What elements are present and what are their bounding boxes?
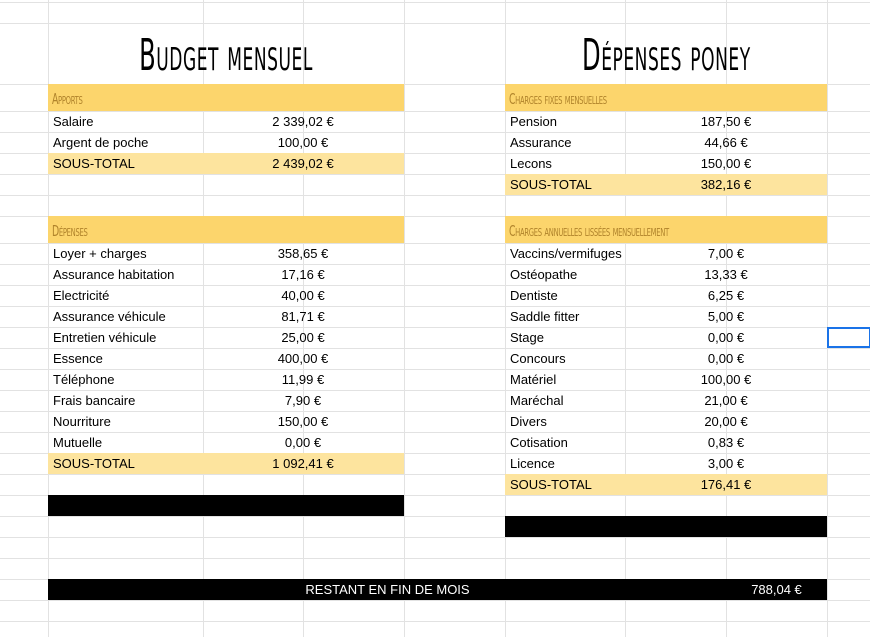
budget-title: [48, 23, 404, 84]
table-row-label: Assurance habitation: [53, 267, 175, 282]
table-row-value: 100,00 €: [700, 372, 752, 387]
left-apports-header[interactable]: [48, 84, 404, 111]
left-depenses-subtotal-value: 1 092,41 €: [272, 456, 334, 471]
total-restant-row-label: TOTAL RESTANT: [53, 498, 157, 513]
table-row-value: 2 339,02 €: [272, 114, 334, 129]
total-poney-row-value: 558,57 €: [700, 519, 752, 534]
table-row-label: Nourriture: [53, 414, 111, 429]
table-row-value: 44,66 €: [704, 135, 748, 150]
table-row-label: Téléphone: [53, 372, 115, 387]
table-row-label: Assurance: [510, 135, 572, 150]
budget-title-text: Budget mensuel: [139, 30, 313, 81]
table-row-label: Ostéopathe: [510, 267, 578, 282]
left-apports-subtotal-value: 2 439,02 €: [272, 156, 334, 171]
table-row-label: Mutuelle: [53, 435, 103, 450]
row-gridline: [0, 600, 870, 601]
table-row-label: Vaccins/vermifuges: [510, 246, 622, 261]
table-row-value: 5,00 €: [707, 309, 745, 324]
total-poney-row-label: TOTAL: [510, 519, 551, 534]
poney-title: [505, 23, 827, 84]
table-row-value: 3,00 €: [707, 456, 745, 471]
table-row-label: Essence: [53, 351, 103, 366]
table-row-label: Frais bancaire: [53, 393, 136, 408]
table-row-label: Stage: [510, 330, 544, 345]
table-row-label: Entretien véhicule: [53, 330, 157, 345]
table-row-label: Licence: [510, 456, 555, 471]
table-row-value: 358,65 €: [277, 246, 329, 261]
row-gridline: [0, 621, 870, 622]
row-gridline: [0, 195, 870, 196]
table-row-value: 400,00 €: [277, 351, 329, 366]
right-annuelles-subtotal-label: SOUS-TOTAL: [510, 477, 592, 492]
table-row-value: 17,16 €: [281, 267, 325, 282]
table-row-value: 0,00 €: [707, 330, 745, 345]
table-row-value: 40,00 €: [281, 288, 325, 303]
end-of-month-value: 788,04 €: [751, 582, 802, 597]
table-row-label: Lecons: [510, 156, 552, 171]
table-row-label: Cotisation: [510, 435, 568, 450]
poney-title-text: Dépenses poney: [581, 30, 751, 81]
table-row-value: 150,00 €: [277, 414, 329, 429]
table-row-value: 150,00 €: [700, 156, 752, 171]
row-gridline: [0, 2, 870, 3]
left-depenses-header-text: Dépenses: [52, 222, 88, 240]
right-fixes-subtotal-value: 382,16 €: [700, 177, 752, 192]
table-row-label: Assurance véhicule: [53, 309, 166, 324]
right-fixes-header[interactable]: [505, 84, 827, 111]
table-row-label: Matériel: [510, 372, 557, 387]
table-row-label: Electricité: [53, 288, 110, 303]
right-annuelles-header-text: Charges annuelles lissées mensuellement: [509, 222, 669, 240]
table-row-value: 7,90 €: [284, 393, 322, 408]
table-row-value: 81,71 €: [281, 309, 325, 324]
table-row-value: 13,33 €: [704, 267, 748, 282]
table-row-value: 20,00 €: [704, 414, 748, 429]
table-row-label: Salaire: [53, 114, 94, 129]
table-row-label: Maréchal: [510, 393, 564, 408]
left-depenses-subtotal-label: SOUS-TOTAL: [53, 456, 135, 471]
table-row-value: 21,00 €: [704, 393, 748, 408]
left-apports-subtotal-label: SOUS-TOTAL: [53, 156, 135, 171]
left-apports-header-text: Apports: [52, 90, 83, 108]
table-row-label: Concours: [510, 351, 566, 366]
table-row-label: Dentiste: [510, 288, 558, 303]
right-annuelles-header[interactable]: [505, 216, 827, 243]
right-fixes-header-text: Charges fixes mensuelles: [509, 90, 607, 108]
table-row-value: 0,83 €: [707, 435, 745, 450]
table-row-label: Divers: [510, 414, 547, 429]
table-row-value: 6,25 €: [707, 288, 745, 303]
left-depenses-header[interactable]: [48, 216, 404, 243]
row-gridline: [0, 558, 870, 559]
end-of-month-row[interactable]: [48, 579, 827, 600]
table-row-value: 7,00 €: [707, 246, 745, 261]
row-gridline: [0, 537, 870, 538]
table-row-value: 100,00 €: [277, 135, 329, 150]
total-restant-row-value: 1 346,61 €: [272, 498, 334, 513]
column-gridline: [827, 0, 828, 637]
table-row-label: Saddle fitter: [510, 309, 580, 324]
right-fixes-subtotal-label: SOUS-TOTAL: [510, 177, 592, 192]
table-row-label: Loyer + charges: [53, 246, 147, 261]
table-row-value: 0,00 €: [707, 351, 745, 366]
table-row-value: 187,50 €: [700, 114, 752, 129]
selected-cell[interactable]: [827, 327, 870, 348]
right-annuelles-subtotal-value: 176,41 €: [700, 477, 752, 492]
table-row-value: 11,99 €: [281, 372, 325, 387]
table-row-label: Pension: [510, 114, 557, 129]
column-gridline: [404, 0, 405, 637]
table-row-value: 25,00 €: [281, 330, 325, 345]
table-row-label: Argent de poche: [53, 135, 149, 150]
end-of-month-label: RESTANT EN FIN DE MOIS: [305, 582, 470, 597]
table-row-value: 0,00 €: [284, 435, 322, 450]
